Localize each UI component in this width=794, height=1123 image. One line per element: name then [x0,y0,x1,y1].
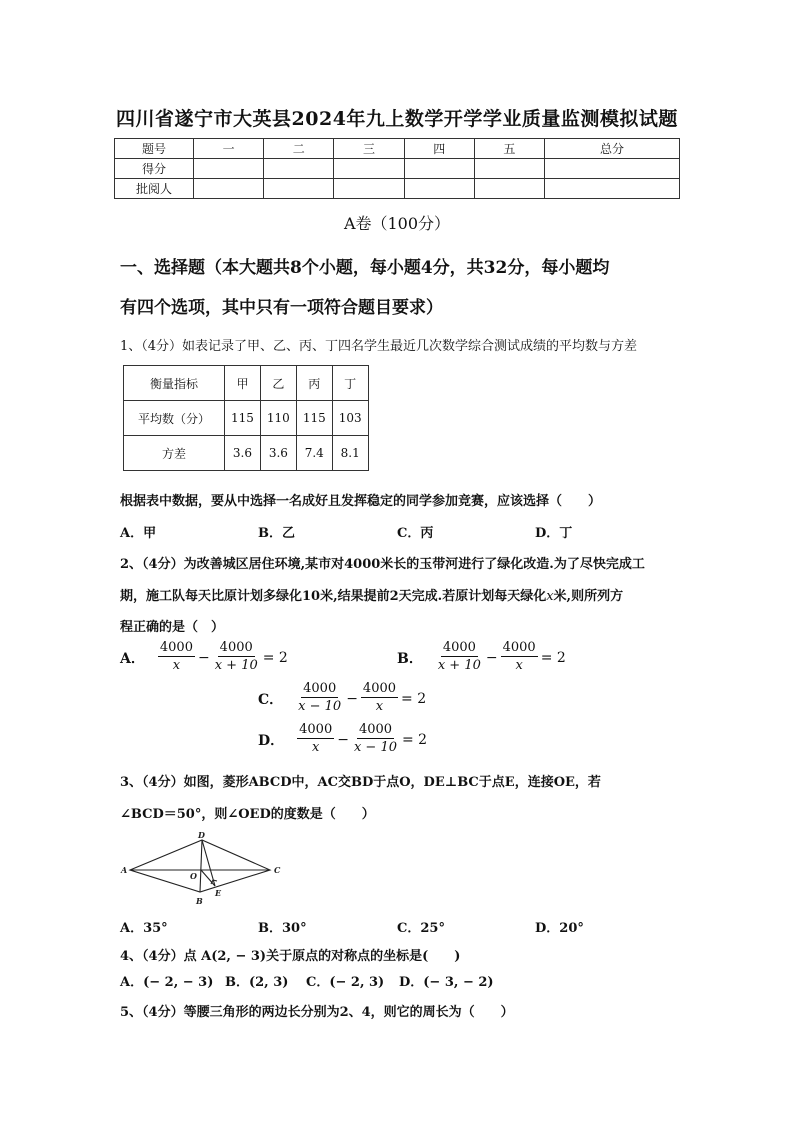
q2-line3: 程正确的是（ ） [120,620,225,635]
score-cell [474,179,544,199]
score-table-row [115,159,680,179]
score-table-header-row [115,139,680,159]
score-cell [474,159,544,179]
score-row-label: 批阅人 [115,179,194,199]
point-label-a: A [121,865,128,875]
q3-rhombus-figure [118,830,288,908]
q2-option-b [397,640,566,675]
q1-table-cell: 方差 [124,436,225,471]
q1-table-cell: 7.4 [296,436,332,471]
point-label-b: B [196,896,203,906]
equation-rhs: = 2 [402,731,428,748]
q1-stem: 1、（4分）如表记录了甲、乙、丙、丁四名学生最近几次数学综合测试成绩的平均数与方差 [120,339,638,354]
numerator: 4000 [299,722,333,737]
score-header-cell: 一 [194,139,264,159]
q2-option-d [258,722,427,757]
q1-table-header: 丁 [332,366,368,401]
fraction [501,640,538,675]
equation-rhs: = 2 [540,649,566,666]
q1-table-cell: 平均数（分） [124,401,225,436]
q2-line2 [120,585,623,604]
q2-option-a [120,640,288,675]
denominator: x [172,658,181,673]
section-heading-line2: 有四个选项，其中只有一项符合题目要求） [120,298,443,318]
score-row-label: 得分 [115,159,194,179]
numerator: 4000 [502,640,536,655]
q1-table-cell: 103 [332,401,368,436]
q5-stem: 5、（4分）等腰三角形的两边长分别为2、4，则它的周长为（ ） [120,1005,514,1020]
score-cell [404,179,474,199]
point-label-o: O [190,871,197,881]
score-header-cell: 题号 [115,139,194,159]
score-cell [194,179,264,199]
option-label: C． [258,691,284,708]
q1-option-a: A．甲 [120,526,157,541]
numerator: 4000 [362,681,397,696]
q1-table-cell: 115 [296,401,332,436]
q1-table-header: 衡量指标 [124,366,225,401]
score-cell [194,159,264,179]
q1-question: 根据表中数据，要从中选择一名成好且发挥稳定的同学参加竞赛，应该选择（ ） [120,494,602,509]
equation-rhs: = 2 [262,649,288,666]
q3-line1: 3、（4分）如图，菱形ABCD中，AC交BD于点O，DE⊥BC于点E，连接OE，若 [120,775,601,790]
q2-line2-text-a: 期，施工队每天比原计划多绿化10米,结果提前2天完成.若原计划每天绿化 [120,589,547,604]
score-header-cell: 二 [264,139,334,159]
q1-table-cell: 8.1 [332,436,368,471]
score-header-cell: 四 [404,139,474,159]
q1-table-header: 乙 [260,366,296,401]
numerator: 4000 [219,640,253,655]
score-cell [545,159,680,179]
numerator: 4000 [358,722,393,737]
denominator: x [515,658,523,673]
section-heading-line1: 一、选择题（本大题共8个小题，每小题4分，共32分，每小题均 [120,258,610,278]
q1-stat-table [123,365,369,471]
fraction [158,640,195,675]
point-label-e: E [215,888,222,898]
q2-variable-x: x [546,589,554,604]
score-cell [264,179,334,199]
q4-option-a: A．(− 2, − 3) [120,975,214,990]
q1-table-header-row [124,366,369,401]
score-cell [334,159,404,179]
score-cell [264,159,334,179]
page-title: 四川省遂宁市大英县2024年九上数学开学学业质量监测模拟试题 [116,108,678,130]
q1-option-c: C．丙 [397,526,434,541]
option-label: D． [258,732,285,749]
q4-option-c: C．(− 2, 3) [306,975,385,990]
minus-sign: − [197,649,210,666]
q2-option-c [258,681,426,716]
minus-sign: − [337,731,349,748]
q4-option-b: B．(2, 3) [225,975,289,990]
score-header-cell: 总分 [545,139,680,159]
q1-table-cell: 110 [260,401,296,436]
point-label-c: C [274,865,281,875]
denominator: x [375,699,384,714]
q3-line2: ∠BCD＝50°，则∠OED的度数是（ ） [120,807,375,822]
fraction [436,640,483,675]
q1-option-d: D．丁 [535,526,573,541]
q1-table-row [124,436,369,471]
score-table-row [115,179,680,199]
option-label: B． [397,650,423,667]
q1-option-b: B．乙 [258,526,295,541]
q1-table-row [124,401,369,436]
fraction [297,722,334,757]
score-header-cell: 五 [474,139,544,159]
q3-option-b: B．30° [258,921,307,936]
score-header-cell: 三 [334,139,404,159]
minus-sign: − [485,649,498,666]
q2-line1: 2、（4分）为改善城区居住环境,某市对4000米长的玉带河进行了绿化改造.为了尽快完成工 [120,557,645,572]
q4-option-d: D．(− 3, − 2) [399,975,494,990]
q1-table-cell: 3.6 [260,436,296,471]
fraction [296,681,343,716]
q1-table-cell: 115 [225,401,261,436]
score-cell [334,179,404,199]
fraction [352,722,399,757]
q3-option-d: D．20° [535,921,584,936]
denominator: x − 10 [353,740,397,755]
fraction [213,640,260,675]
score-cell [545,179,680,199]
denominator: x + 10 [437,658,481,673]
q1-table-header: 丙 [296,366,332,401]
q1-table-header: 甲 [225,366,261,401]
minus-sign: − [346,690,358,707]
denominator: x + 10 [214,658,258,673]
option-label: A． [120,650,145,667]
denominator: x − 10 [298,699,342,714]
denominator: x [312,740,320,755]
q2-line2-text-b: 米,则所列方 [553,589,624,604]
q4-stem: 4、（4分）点 A(2, − 3)关于原点的对称点的坐标是( ) [120,949,461,964]
volume-heading: A卷（100分） [343,214,451,233]
point-label-d: D [198,830,205,840]
q1-table-cell: 3.6 [225,436,261,471]
numerator: 4000 [442,640,476,655]
score-cell [404,159,474,179]
numerator: 4000 [159,640,193,655]
q3-option-a: A．35° [120,921,168,936]
fraction [361,681,398,716]
numerator: 4000 [303,681,337,696]
equation-rhs: = 2 [401,690,427,707]
score-table [114,138,680,199]
diagonal-bd [200,840,202,892]
q3-option-c: C．25° [397,921,445,936]
rhombus-lines [130,840,270,892]
